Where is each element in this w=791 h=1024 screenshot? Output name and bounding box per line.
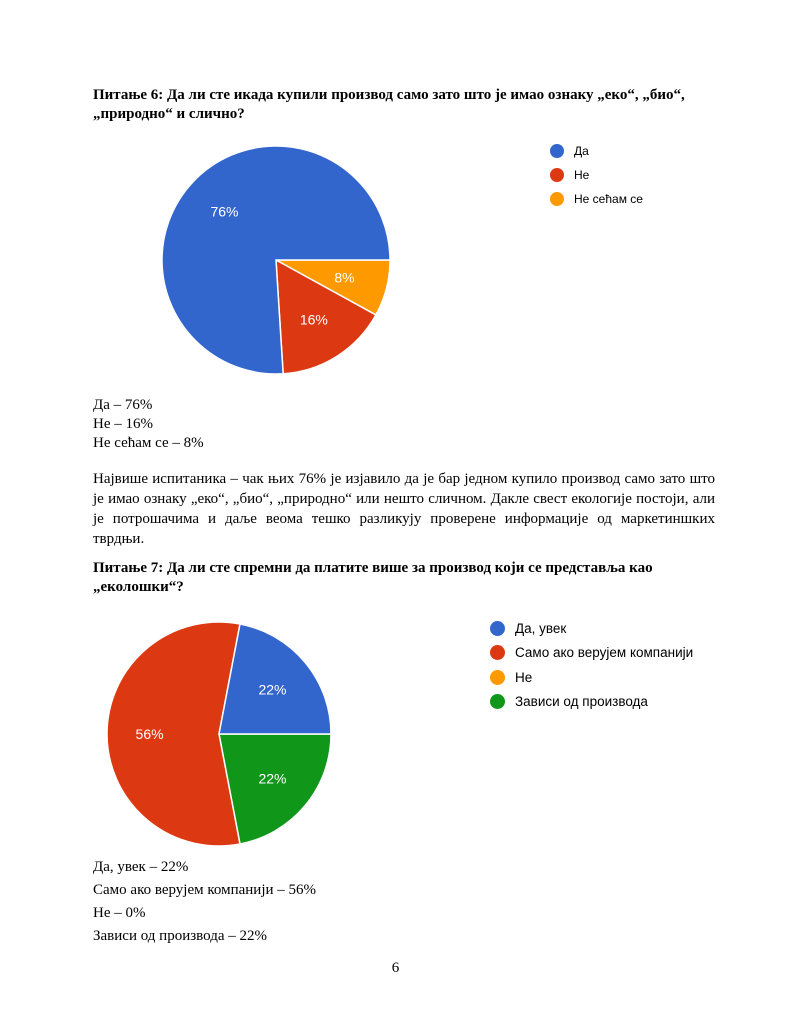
legend-swatch: [550, 168, 564, 182]
question-7-results: [93, 859, 316, 951]
result-line: Не – 16%: [93, 416, 153, 432]
question-6-title: Питање 6: Да ли сте икада купили производ само зато што је имао ознаку „еко“, „био“, „природно“ и слично?: [93, 87, 685, 122]
legend-label: Зависи од производа: [515, 694, 648, 710]
result-line: Да, увек – 22%: [93, 859, 189, 875]
legend-swatch: [490, 694, 505, 709]
legend-item-1: [490, 641, 693, 666]
legend-swatch: [550, 144, 564, 158]
legend-label: Да, увек: [515, 620, 567, 636]
pie-label-1: 16%: [299, 311, 328, 328]
result-line: Да – 76%: [93, 397, 153, 413]
legend-question-7: [490, 616, 693, 714]
result-line: Само ако верујем компанији – 56%: [93, 882, 317, 898]
legend-label: Не: [574, 168, 590, 182]
legend-label: Не: [515, 669, 533, 685]
question-7-title: Питање 7: Да ли сте спремни да платите више за производ који се представља као „еколошки“?: [93, 560, 653, 595]
legend-label: Да: [574, 144, 589, 158]
question-6-analysis: Највише испитаника – чак њих 76% је изјавило да је бар једном купило производ само зато што је имао ознаку „еко“, „био“, „природно“ или нешто сличном. Дакле свест екологије постоји, али је потрошачима и даље веома тешко разликују проверене информације од маркетиншких тврдњи.: [93, 471, 715, 547]
pie-label-2: 22%: [258, 681, 287, 698]
legend-item-2: [550, 187, 643, 211]
legend-swatch: [490, 670, 505, 685]
pie-label-0: 8%: [334, 269, 355, 286]
legend-item-0: [550, 139, 643, 163]
page-number: 6: [391, 960, 400, 976]
legend-swatch: [550, 192, 564, 206]
result-line: Зависи од производа – 22%: [93, 928, 267, 944]
result-line: Не – 0%: [93, 905, 146, 921]
pie-label-1: 56%: [135, 726, 164, 742]
legend-label: Само ако верујем компанији: [515, 645, 694, 661]
legend-swatch: [490, 621, 505, 636]
question-6-results: [93, 397, 204, 454]
legend-question-6: [550, 139, 643, 211]
legend-item-3: [490, 690, 693, 715]
pie-label-0: 22%: [258, 770, 287, 787]
legend-swatch: [490, 645, 505, 660]
pie-chart-question-7: [95, 610, 343, 858]
pie-label-2: 76%: [210, 203, 239, 220]
pie-chart-question-6: [150, 134, 402, 386]
legend-item-0: [490, 616, 693, 641]
result-line: Не сећам се – 8%: [93, 435, 204, 451]
legend-item-1: [550, 163, 643, 187]
legend-item-2: [490, 665, 693, 690]
legend-label: Не сећам се: [574, 192, 643, 206]
